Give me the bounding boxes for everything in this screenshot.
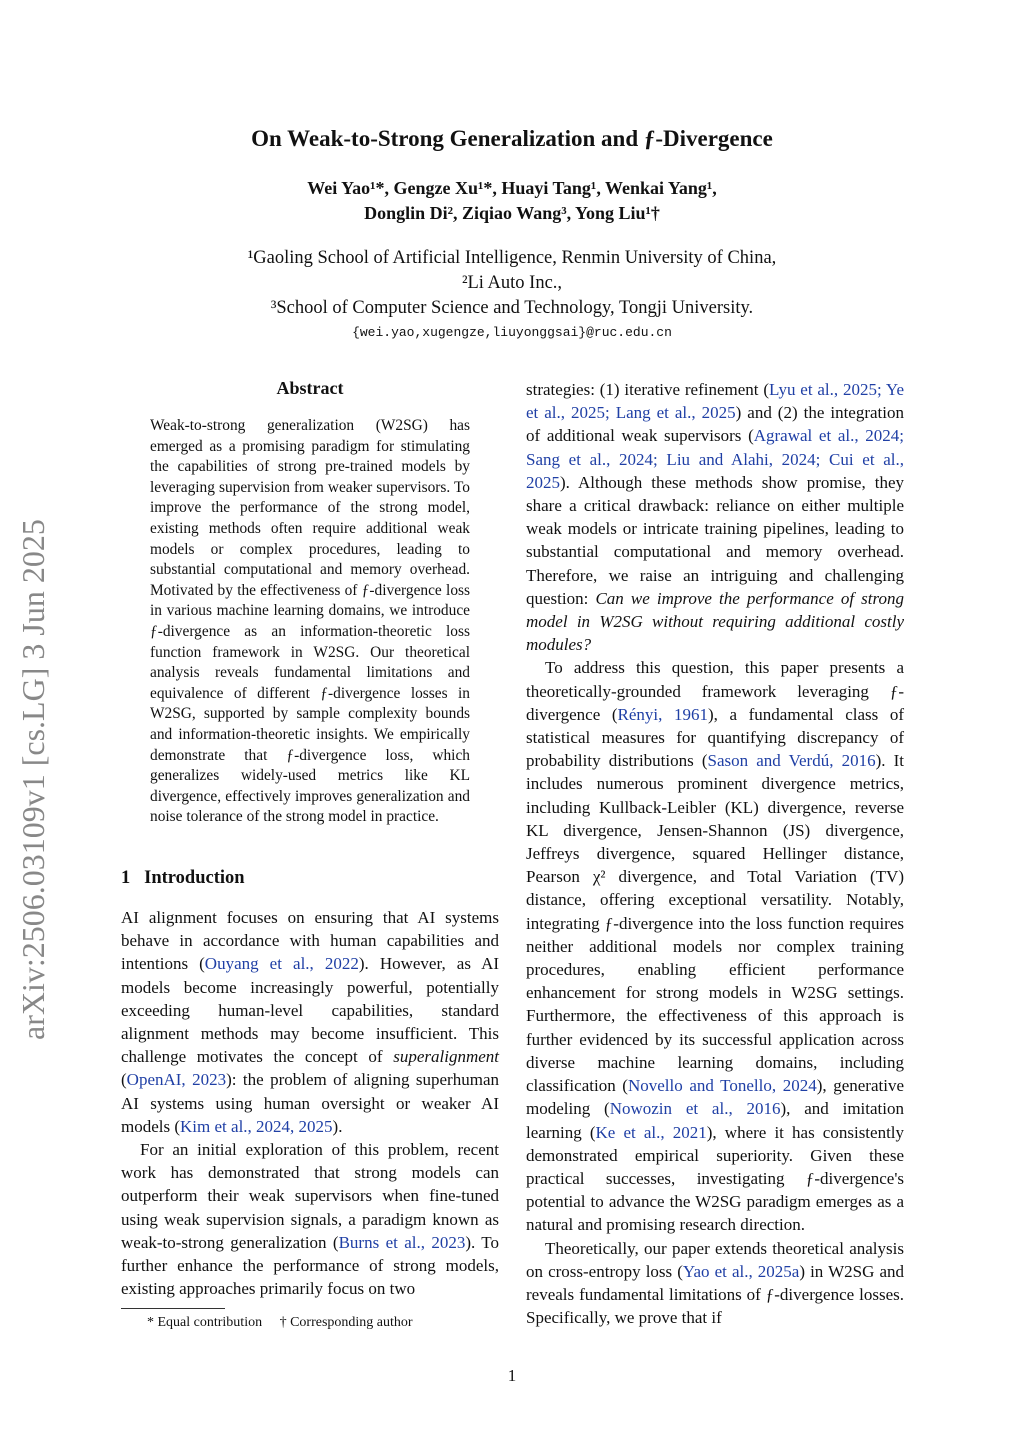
text-run: ) in W2SG and reveals fundamental limitations of ƒ-divergence losses. Specifically, we prove that if: [526, 1261, 904, 1328]
author-emails: {wei.yao,xugengze,liuyonggsai}@ruc.edu.cn: [352, 325, 672, 340]
text-run: ). To further enhance the performance of strong models, existing approaches primarily focus on two: [121, 1232, 500, 1299]
citation-link[interactable]: Novello and Tonello, 2024: [627, 1076, 817, 1096]
citation-link[interactable]: Yao et al., 2025a: [682, 1261, 800, 1281]
citation-link[interactable]: Burns et al., 2023: [338, 1232, 466, 1252]
footnote: * Equal contribution † Corresponding author: [147, 1315, 413, 1330]
affiliation-1: ¹Gaoling School of Artificial Intelligence, Renmin University of China,: [247, 248, 777, 268]
text-run: ). It includes numerous prominent divergence metrics, including Kullback-Leibler (KL) divergence, reverse KL divergence, Jensen-Shannon (JS) divergence, Jeffreys divergence, squared Hellinger distance, Pearson χ² divergence, and Total Variation (TV) distance, offering exceptional versatility. Notably, integrating ƒ-divergence into the loss function requires neither additional models nor complex training procedures, enabling efficient performance enhancement for strong models in W2SG settings. Furthermore, the effectiveness of this approach is further evidenced by its successful application across diverse machine learning domains, including classification (: [526, 751, 904, 1096]
intro-paragraph-5: [526, 1237, 904, 1330]
section-number: 1: [121, 868, 131, 888]
section-heading-introduction: [121, 868, 245, 889]
text-run: ): the problem of aligning superhuman AI systems using human oversight or weaker AI models (: [121, 1070, 499, 1136]
author-list: [0, 176, 1024, 226]
abstract-text: [150, 416, 470, 828]
arxiv-sidebar-stamp: arXiv:2506.03109v1 [cs.LG] 3 Jun 2025: [15, 519, 51, 1040]
text-run: ).: [332, 1116, 343, 1136]
text-run: ). Although these methods show promise, they share a critical drawback: reliance on either multiple weak models or intricate training pipelines, leading to substantial computational and memory overhead. Therefore, we raise an intriguing and challenging question:: [526, 472, 904, 608]
author-line-2: Donglin Di², Ziqiao Wang³, Yong Liu¹†: [364, 203, 660, 223]
citation-link[interactable]: Ouyang et al., 2022: [204, 954, 359, 974]
intro-paragraph-1: [121, 906, 499, 1138]
affiliations: [0, 246, 1024, 321]
left-column-body: [121, 906, 499, 1300]
citation-link[interactable]: Agrawal et al., 2024; Sang et al., 2024; Liu and Alahi, 2024; Cui et al., 2025: [526, 426, 904, 492]
citation-link[interactable]: Nowozin et al., 2016: [609, 1099, 781, 1119]
citation-link[interactable]: Lyu et al., 2025; Ye et al., 2025; Lang et al., 2025: [526, 380, 904, 423]
text-run: strategies: (1) iterative refinement (: [526, 380, 770, 399]
text-run: (: [121, 1070, 127, 1090]
author-line-1: Wei Yao¹*, Gengze Xu¹*, Huayi Tang¹, Wenkai Yang¹,: [307, 178, 717, 198]
abstract-paragraph: Weak-to-strong generalization (W2SG) has emerged as a promising paradigm for stimulating the capabilities of strong pre-trained models by leveraging supervision from weaker supervisors. To improve the performance of the strong model, existing methods often require additional weak models or complex procedures, leading to substantial computational and memory overhead. Motivated by the effectiveness of ƒ-divergence loss in various machine learning domains, we introduce ƒ-divergence as an information-theoretic loss function framework in W2SG. Our theoretical analysis reveals fundamental limitations and equivalence of different ƒ-divergence losses in W2SG, supported by sample complexity bounds and information-theoretic insights. We empirically demonstrate that ƒ-divergence loss, which generalizes widely-used metrics like KL divergence, effectively improves generalization and noise tolerance of the strong model in practice.: [150, 417, 470, 826]
citation-link[interactable]: Rényi, 1961: [617, 704, 708, 724]
affiliation-3: ³School of Computer Science and Technology, Tongji University.: [270, 298, 754, 318]
citation-link[interactable]: Ke et al., 2021: [595, 1122, 707, 1142]
footnote-rule: [121, 1308, 225, 1309]
citation-link[interactable]: OpenAI, 2023: [126, 1070, 227, 1090]
abstract-heading: Abstract: [276, 378, 344, 398]
text-run: For an initial exploration of this problem, recent work has demonstrated that strong models can outperform their weak supervisors when fine-tuned using weak supervision signals, a paradigm known as weak-to-strong generalization (: [121, 1140, 499, 1252]
citation-link[interactable]: Kim et al., 2024, 2025: [180, 1116, 333, 1136]
emphasis: Can we improve the performance of strong model in W2SG without requiring additional costly modules?: [526, 588, 904, 655]
text-run: Theoretically, our paper extends theoretical analysis on cross-entropy loss (: [526, 1238, 904, 1281]
paper-title: On Weak-to-Strong Generalization and ƒ-Divergence: [251, 126, 773, 151]
text-run: To address this question, this paper presents a theoretically-grounded framework leveraging ƒ-divergence (: [526, 658, 904, 724]
page-number: 1: [507, 1366, 517, 1385]
right-column-body: [526, 378, 904, 1329]
text-run: ). However, as AI models become increasingly powerful, potentially exceeding human-level capabilities, standard alignment methods may become insufficient. This challenge motivates the concept of: [121, 954, 500, 1067]
text-run: AI alignment focuses on ensuring that AI systems behave in accordance with human capabilities and intentions (: [121, 908, 499, 974]
text-run: ), where it has consistently demonstrated empirical superiority. Given these practical successes, investigating ƒ-divergence's potential to advance the W2SG paradigm emerges as a natural and promising research direction.: [526, 1122, 905, 1235]
intro-paragraph-3: [526, 378, 904, 656]
text-run: ), and imitation learning (: [526, 1099, 904, 1142]
affiliation-2: ²Li Auto Inc.,: [461, 273, 563, 293]
text-run: ), generative modeling (: [526, 1076, 905, 1119]
intro-paragraph-4: [526, 656, 904, 1236]
emphasis: superalignment: [393, 1047, 499, 1067]
text-run: ) and (2) the integration of additional weak supervisors (: [526, 403, 904, 446]
intro-paragraph-2: [121, 1138, 499, 1300]
section-title: Introduction: [144, 868, 245, 888]
text-run: ), a fundamental class of statistical measures for quantifying discrepancy of probability distributions (: [526, 704, 905, 771]
citation-link[interactable]: Sason and Verdú, 2016: [707, 751, 876, 771]
